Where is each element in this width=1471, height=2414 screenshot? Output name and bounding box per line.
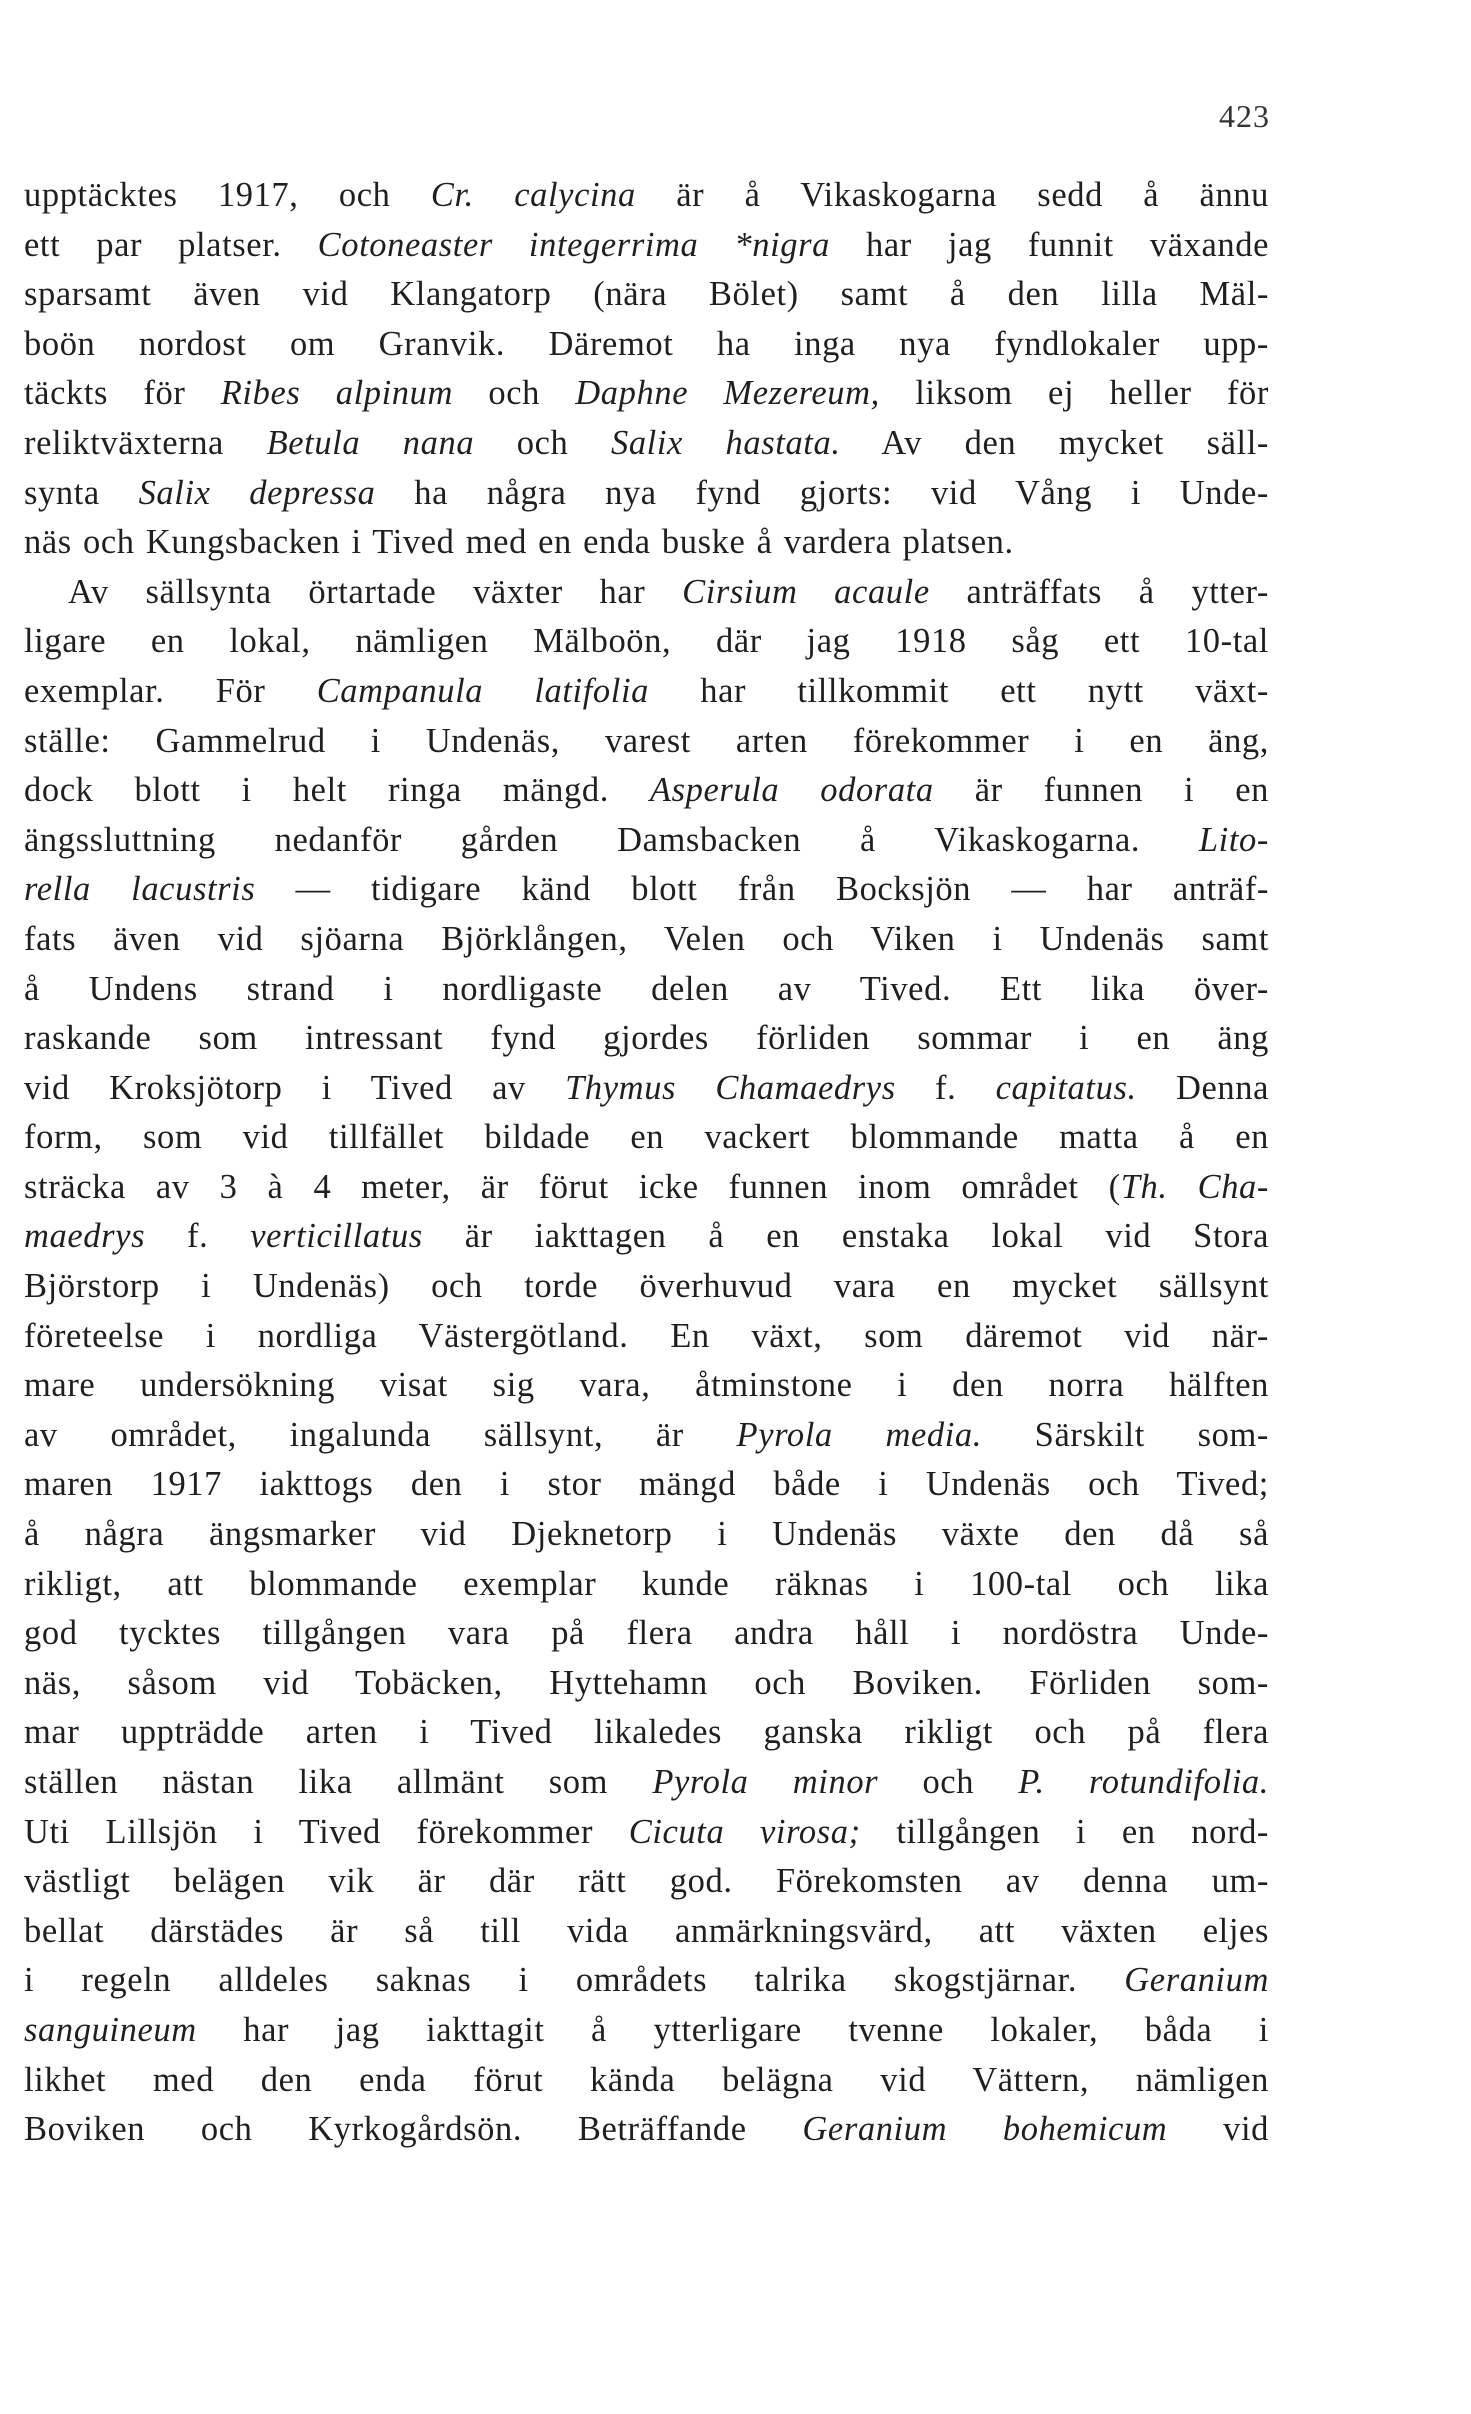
text-line	[24, 171, 1269, 221]
taxon-name: Ribes alpinum	[220, 374, 454, 413]
taxon-name: Campanula latifolia	[316, 671, 650, 710]
text-run: näs, såsom vid Tobäcken, Hyttehamn och Boviken. Förliden som-	[24, 1663, 1269, 1702]
text-line	[24, 965, 1269, 1015]
text-line	[24, 766, 1269, 816]
text-run: å några ängsmarker vid Djeknetorp i Undenäs växte den då så	[24, 1515, 1269, 1554]
text-run: vid Kroksjötorp i Tived av	[24, 1068, 566, 1107]
text-run: täckts för	[24, 374, 221, 413]
text-run: och	[474, 423, 611, 462]
text-run: maren 1917 iakttogs den i stor mängd både i Undenäs och Tived;	[24, 1465, 1269, 1504]
taxon-name: Geranium	[1124, 1961, 1269, 2000]
text-line	[24, 865, 1269, 915]
text-line	[24, 1312, 1269, 1362]
text-line	[24, 270, 1269, 320]
text-line	[24, 816, 1269, 866]
text-line	[24, 1808, 1269, 1858]
text-run: är funnen i en	[933, 771, 1269, 810]
taxon-name: Pyrola media.	[736, 1415, 982, 1454]
text-line	[24, 369, 1269, 419]
text-run: Denna	[1136, 1068, 1270, 1107]
taxon-name: Lito-	[1198, 820, 1269, 859]
taxon-name: maedrys	[24, 1217, 146, 1256]
text-line	[24, 221, 1269, 271]
taxon-name: Th. Cha-	[1120, 1167, 1269, 1206]
text-line	[24, 1708, 1269, 1758]
text-run: rikligt, att blommande exemplar kunde räknas i 100-tal och lika	[24, 1564, 1269, 1603]
taxon-name: Betula nana	[266, 423, 475, 462]
taxon-name: Pyrola minor	[652, 1763, 879, 1801]
taxon-name: Geranium bohemicum	[802, 2110, 1168, 2149]
text-run: mare undersökning visat sig vara, åtminstone i den norra hälften	[24, 1366, 1269, 1405]
text-line	[24, 1411, 1269, 1461]
text-run: och	[453, 374, 576, 413]
text-line	[24, 915, 1269, 965]
taxon-name: verticillatus	[250, 1217, 423, 1256]
text-run: ställen nästan lika allmänt som	[24, 1763, 653, 1801]
taxon-name: Salix depressa	[138, 473, 376, 512]
text-run: Av den mycket säll-	[840, 423, 1269, 462]
text-run: liksom ej heller för	[879, 374, 1269, 413]
text-line	[24, 2056, 1269, 2106]
text-run: sträcka av 3 à 4 meter, är förut icke funnen inom området (	[24, 1167, 1121, 1206]
text-line	[24, 2105, 1269, 2155]
text-run: har jag iakttagit å ytterligare tvenne lokaler, båda i	[196, 2010, 1269, 2049]
taxon-name: Cr. calycina	[430, 176, 636, 214]
text-run: raskande som intressant fynd gjordes förliden sommar i en äng	[24, 1019, 1269, 1058]
text-line	[24, 568, 1269, 618]
taxon-name: Cotoneaster integerrima *nigra	[317, 225, 831, 264]
taxon-name: Thymus Chamaedrys	[565, 1068, 896, 1107]
text-line	[24, 1758, 1269, 1808]
text-run: Björstorp i Undenäs) och torde överhuvud vara en mycket sällsynt	[24, 1267, 1269, 1306]
text-line	[24, 518, 1269, 568]
page-number: 423	[1219, 98, 1270, 134]
taxon-name: Cirsium acaule	[682, 572, 930, 611]
text-run: dock blott i helt ringa mängd.	[24, 771, 650, 810]
body-text	[24, 171, 1269, 2155]
text-run: näs och Kungsbacken i Tived med en enda buske å vardera platsen.	[24, 523, 1014, 562]
taxon-name: P. rotundifolia.	[1018, 1763, 1269, 1801]
text-line	[24, 1361, 1269, 1411]
text-line	[24, 1113, 1269, 1163]
text-run: ställe: Gammelrud i Undenäs, varest arten förekommer i en äng,	[24, 721, 1269, 760]
text-run: synta	[24, 473, 139, 512]
taxon-name: sanguineum	[24, 2010, 197, 2049]
text-line	[24, 1064, 1269, 1114]
text-run: god tycktes tillgången vara på flera andra håll i nordöstra Unde-	[24, 1614, 1269, 1653]
text-line	[24, 1609, 1269, 1659]
text-run: mar uppträdde arten i Tived likaledes ganska rikligt och på flera	[24, 1713, 1269, 1752]
text-run: reliktväxterna	[24, 423, 267, 462]
text-run: bellat därstädes är så till vida anmärkningsvärd, att växten eljes	[24, 1911, 1269, 1950]
text-run: likhet med den enda förut kända belägna vid Vättern, nämligen	[24, 2060, 1269, 2099]
text-run: å Undens strand i nordligaste delen av Tived. Ett lika över-	[24, 969, 1269, 1008]
text-run: ha några nya fynd gjorts: vid Vång i Unde-	[375, 473, 1269, 512]
text-run: vid	[1167, 2110, 1269, 2149]
text-line	[24, 1212, 1269, 1262]
text-run: av området, ingalunda sällsynt, är	[24, 1415, 737, 1454]
text-run: är å Vikaskogarna sedd å ännu	[635, 176, 1270, 214]
text-run: i regeln alldeles saknas i områdets talrika skogstjärnar.	[24, 1961, 1125, 2000]
text-run: tillgången i en nord-	[860, 1812, 1270, 1851]
text-run: sparsamt även vid Klangatorp (nära Bölet) samt å den lilla Mäl-	[24, 275, 1269, 314]
text-run: anträffats å ytter-	[929, 572, 1270, 611]
text-line	[24, 1956, 1269, 2006]
text-line	[24, 1560, 1269, 1610]
text-run: — tidigare känd blott från Bocksjön — har anträf-	[255, 870, 1269, 909]
text-run: exemplar. För	[24, 671, 317, 710]
taxon-name: rella lacustris	[24, 870, 256, 909]
text-run: har tillkommit ett nytt växt-	[649, 671, 1269, 710]
text-line	[24, 469, 1269, 519]
text-line	[24, 667, 1269, 717]
text-run: f.	[895, 1068, 996, 1107]
text-run: och	[878, 1763, 1019, 1801]
text-line	[24, 1857, 1269, 1907]
text-run: företeelse i nordliga Västergötland. En växt, som däremot vid när-	[24, 1316, 1269, 1355]
text-run: Av sällsynta örtartade växter har	[68, 572, 683, 611]
text-run: fats även vid sjöarna Björklången, Velen och Viken i Undenäs samt	[24, 919, 1269, 958]
text-run: ligare en lokal, nämligen Mälboön, där jag 1918 såg ett 10-tal	[24, 622, 1269, 661]
text-run: har jag funnit växande	[830, 225, 1269, 264]
text-line	[24, 1262, 1269, 1312]
text-line	[24, 1163, 1269, 1213]
text-run: ett par platser.	[24, 225, 318, 264]
text-run: ängssluttning nedanför gården Damsbacken å Vikaskogarna.	[24, 820, 1199, 859]
taxon-name: Salix hastata.	[610, 423, 841, 462]
taxon-name: Asperula odorata	[649, 771, 934, 810]
text-run: Boviken och Kyrkogårdsön. Beträffande	[24, 2110, 803, 2149]
taxon-name: capitatus.	[995, 1068, 1137, 1107]
text-run: f.	[145, 1217, 251, 1256]
text-run: Särskilt som-	[982, 1415, 1269, 1454]
taxon-name: Cicuta virosa;	[628, 1812, 861, 1851]
text-line	[24, 1014, 1269, 1064]
text-line	[24, 1907, 1269, 1957]
text-run: är iakttagen å en enstaka lokal vid Stora	[422, 1217, 1269, 1256]
text-line	[24, 1659, 1269, 1709]
text-line	[24, 320, 1269, 370]
text-line	[24, 419, 1269, 469]
text-line	[24, 617, 1269, 667]
text-run: form, som vid tillfället bildade en vackert blommande matta å en	[24, 1118, 1269, 1157]
text-line	[24, 1460, 1269, 1510]
text-line	[24, 2006, 1269, 2056]
text-run: boön nordost om Granvik. Däremot ha inga nya fyndlokaler upp-	[24, 324, 1269, 363]
text-line	[24, 1510, 1269, 1560]
taxon-name: Daphne Mezereum,	[575, 374, 880, 413]
text-run: Uti Lillsjön i Tived förekommer	[24, 1812, 629, 1851]
text-run: västligt belägen vik är där rätt god. Förekomsten av denna um-	[24, 1862, 1269, 1901]
text-line	[24, 717, 1269, 767]
text-run: upptäcktes 1917, och	[24, 176, 431, 214]
